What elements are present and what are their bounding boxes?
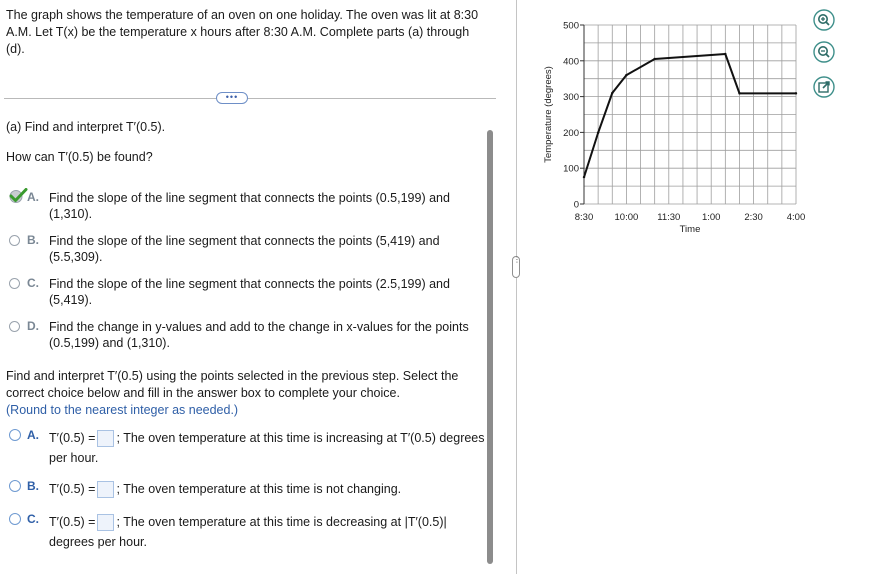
x-tick-label: 8:30 [574,212,594,223]
scrollbar[interactable] [487,130,493,564]
choice-letter: C. [27,276,39,290]
instructions [6,368,491,419]
answer-suffix: ; The oven temperature at this time is decreasing at |T′(0.5)| degrees per hour. [49,515,447,549]
zoom-out-icon[interactable] [813,41,835,63]
answer-input[interactable] [97,481,114,498]
popout-icon[interactable] [813,76,835,98]
answer-prefix: T′(0.5) = [49,482,96,496]
data-point [724,53,726,55]
more-button[interactable]: ••• [216,92,248,104]
x-tick-label: 11:30 [657,212,681,223]
y-tick-label: 400 [563,56,579,68]
answer-input[interactable] [97,514,114,531]
choice-letter: A. [27,190,39,204]
radio-button[interactable] [9,429,21,441]
radio-button[interactable] [9,321,20,332]
rounding-note: (Round to the nearest integer as needed.) [6,403,239,417]
radio-button[interactable] [9,235,20,246]
data-point [597,132,599,134]
choice-text: Find the change in y-values and add to the change in x-values for the points (0.5,199) and (1,310). [49,320,469,350]
radio-button[interactable] [9,480,21,492]
y-axis-label: Temperature (degrees) [543,66,554,163]
answer-text [49,512,489,552]
answer-letter: C. [27,512,39,526]
answer-prefix: T′(0.5) = [49,515,96,529]
temperature-chart [520,0,810,250]
radio-button[interactable] [9,513,21,525]
x-axis-label: Time [679,224,701,235]
x-tick-label: 2:30 [744,212,763,223]
zoom-in-icon[interactable] [813,9,835,31]
choice-letter: D. [27,319,39,333]
x-tick-label: 10:00 [614,212,639,223]
choice-text: Find the slope of the line segment that connects the points (2.5,199) and (5,419). [49,277,450,307]
x-tick-label: 4:00 [786,212,806,223]
data-point [625,74,627,76]
data-point [653,58,655,60]
y-tick-label: 0 [573,199,579,211]
answer-letter: A. [27,428,39,442]
divider-handle[interactable]: ⋮ [512,256,520,278]
radio-button[interactable] [9,278,20,289]
part-a-question: How can T′(0.5) be found? [6,150,153,164]
part-a-title: (a) Find and interpret T′(0.5). [6,120,166,134]
section-divider [4,98,496,99]
answer-text [49,479,489,499]
checkmark-icon [8,188,28,204]
data-point [795,92,797,94]
panel-divider [516,0,517,574]
answer-suffix: ; The oven temperature at this time is increasing at T′(0.5) degrees per hour. [49,431,485,465]
answer-suffix: ; The oven temperature at this time is not changing. [116,482,402,496]
answer-prefix: T′(0.5) = [49,431,96,445]
data-point [611,92,613,94]
answer-text [49,428,489,468]
instructions-text: Find and interpret T′(0.5) using the points selected in the previous step. Select the correct choice below and fill in the answer box to complete your choice. [6,369,459,400]
choice-text: Find the slope of the line segment that connects the points (0.5,199) and (1,310). [49,191,450,221]
problem-intro: The graph shows the temperature of an oven on one holiday. The oven was lit at 8:30 A.M. Let T(x) be the temperature x hours after 8:30 A.M. Complete parts (a) through (d). [6,8,479,56]
temperature-line [584,54,796,177]
x-tick-label: 1:00 [701,212,721,223]
y-tick-label: 500 [563,20,579,32]
y-tick-label: 300 [563,92,579,104]
data-point [583,176,585,178]
choice-text: Find the slope of the line segment that connects the points (5,419) and (5.5,309). [49,234,440,264]
answer-letter: B. [27,479,39,493]
y-tick-label: 100 [563,163,579,175]
data-point [738,92,740,94]
choice-letter: B. [27,233,39,247]
answer-input[interactable] [97,430,114,447]
y-tick-label: 200 [563,127,579,139]
